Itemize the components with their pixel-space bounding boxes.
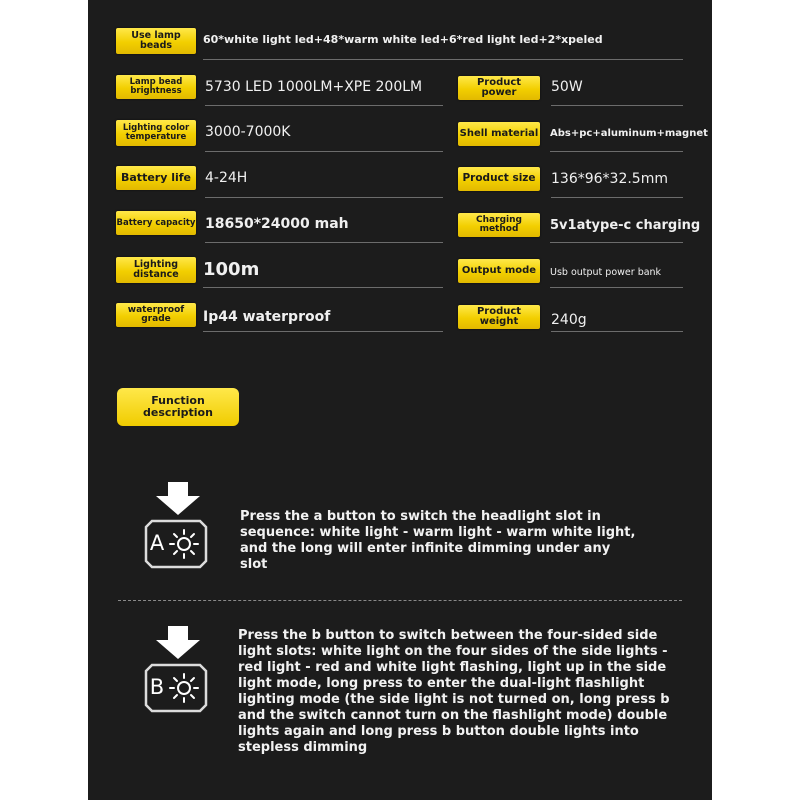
label-brightness: Lamp bead brightness (116, 75, 196, 99)
label-output: Output mode (458, 259, 540, 283)
value-distance: 100m (203, 259, 260, 280)
value-power: 50W (551, 79, 583, 95)
divider (550, 242, 683, 243)
label-waterproof: waterproof grade (116, 303, 196, 327)
button-b-description: Press the b button to switch between the four-sided side light slots: white light on the four sides of the side lights - red light - red and white light flashing, light up in the side light mode, long press to enter the dual-light flashlight lighting mode (the side light is not turned on, long press b and the switch cannot turn on the flashlight mode) double lights again and long press b button double lights into stepless dimming (238, 628, 670, 755)
value-shell: Abs+pc+aluminum+magnet (550, 128, 708, 139)
divider (203, 331, 443, 332)
label-lamp-beads: Use lamp beads (116, 28, 196, 54)
label-size: Product size (458, 167, 540, 191)
down-arrow-icon (154, 626, 202, 660)
divider (550, 287, 683, 288)
label-charging: Charging method (458, 213, 540, 237)
divider (203, 59, 683, 60)
divider (551, 331, 683, 332)
function-description-title: Function description (117, 388, 239, 426)
divider (205, 151, 443, 152)
label-battery-life: Battery life (116, 166, 196, 190)
value-size: 136*96*32.5mm (551, 171, 668, 187)
divider (551, 105, 683, 106)
button-a-description: Press the a button to switch the headlight slot in sequence: white light - warm light - warm white light, and the long will enter infinite dimming under any slot (240, 509, 636, 572)
divider (205, 105, 443, 106)
divider (550, 151, 683, 152)
label-power: Product power (458, 76, 540, 100)
section-divider (118, 600, 682, 601)
sun-icon (168, 528, 200, 560)
value-weight: 240g (551, 312, 587, 328)
label-distance: Lighting distance (116, 257, 196, 283)
value-brightness: 5730 LED 1000LM+XPE 200LM (205, 79, 423, 95)
value-waterproof: Ip44 waterproof (203, 309, 331, 325)
button-b-letter: B (149, 675, 165, 699)
value-charging: 5v1atype-c charging (550, 218, 701, 233)
label-shell: Shell material (458, 122, 540, 146)
down-arrow-icon (154, 482, 202, 516)
divider (205, 197, 443, 198)
label-color-temp: Lighting color temperature (116, 120, 196, 146)
button-a-letter: A (149, 531, 165, 555)
label-weight: Product weight (458, 305, 540, 329)
value-battery-life: 4-24H (205, 170, 248, 186)
value-output: Usb output power bank (550, 267, 662, 278)
sun-icon (168, 672, 200, 704)
value-battery-capacity: 18650*24000 mah (205, 216, 349, 232)
divider (551, 197, 683, 198)
value-color-temp: 3000-7000K (205, 124, 291, 140)
value-lamp-beads: 60*white light led+48*warm white led+6*red light led+2*xpeled (203, 33, 603, 46)
divider (203, 287, 443, 288)
label-battery-capacity: Battery capacity (116, 211, 196, 235)
divider (205, 242, 443, 243)
